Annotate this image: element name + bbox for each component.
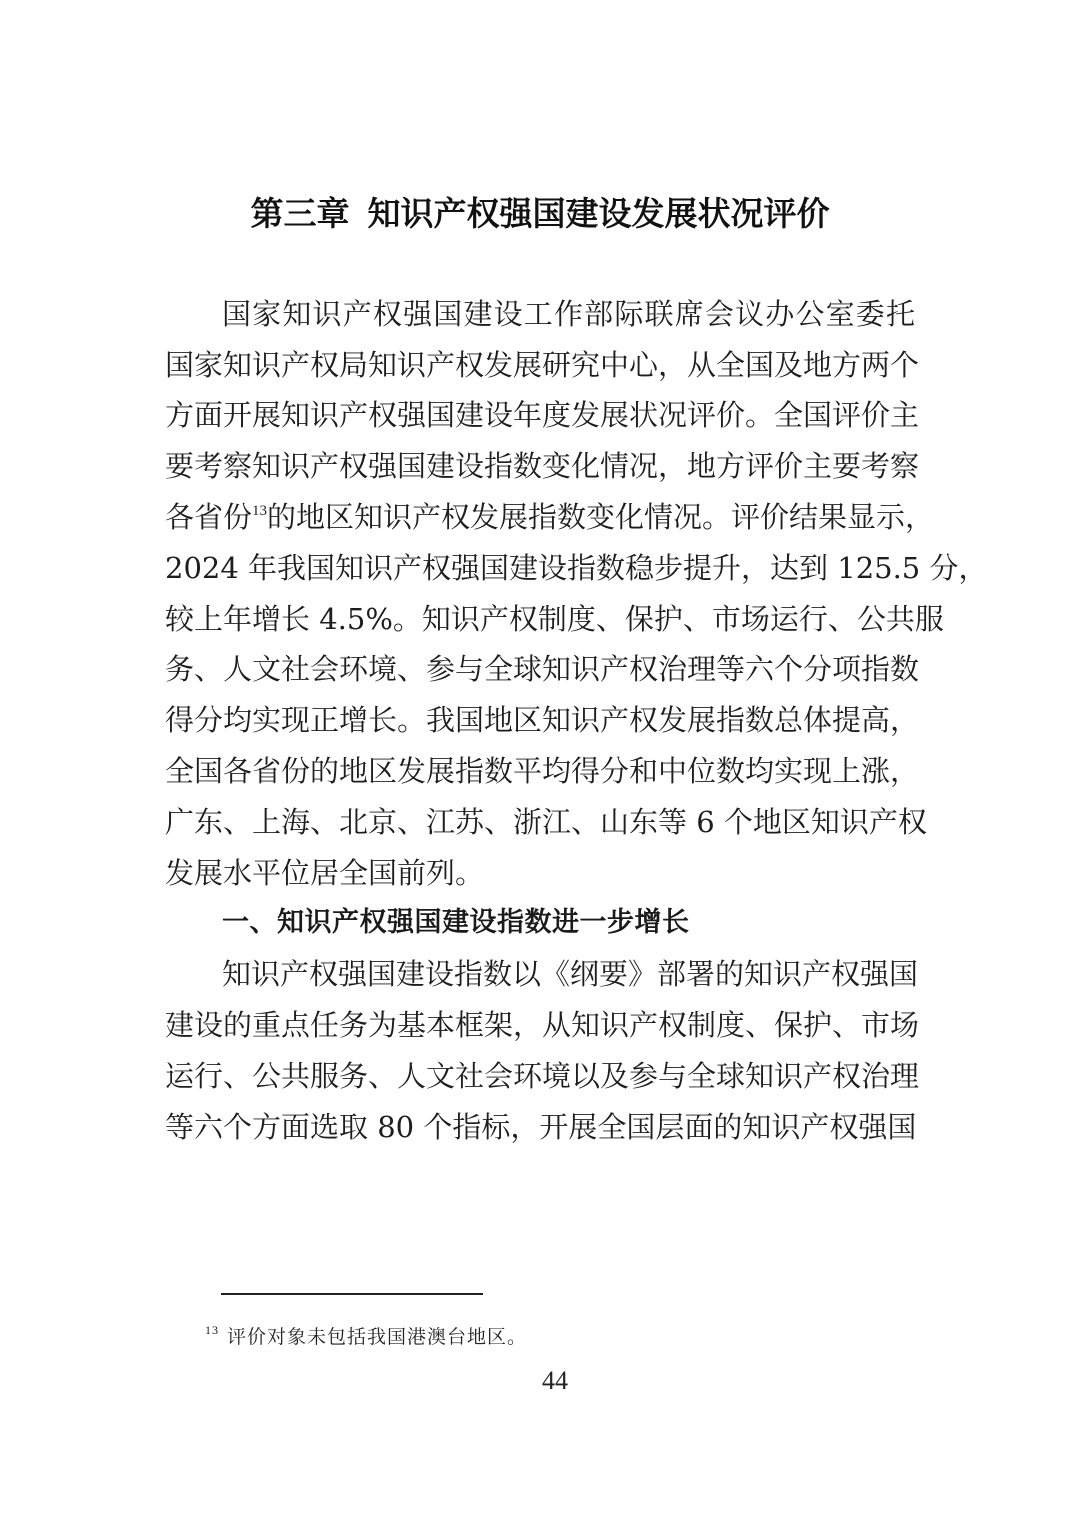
paragraph-line	[165, 500, 935, 534]
footnote-text: 评价对象未包括我国港澳台地区。	[227, 1326, 528, 1348]
paragraph-line: 国家知识产权局知识产权发展研究中心，从全国及地方两个	[165, 348, 920, 382]
section-heading: 一、知识产权强国建设指数进一步增长	[222, 907, 690, 938]
paragraph-line: 得分均实现正增长。我国地区知识产权发展指数总体提高，	[165, 703, 920, 737]
paragraph-line: 要考察知识产权强国建设指数变化情况，地方评价主要考察	[165, 449, 920, 483]
paragraph-line: 发展水平位居全国前列。	[165, 856, 485, 890]
page-number: 44	[542, 1366, 568, 1395]
paragraph-line: 全国各省份的地区发展指数平均得分和中位数均实现上涨，	[165, 754, 920, 788]
footnote-divider	[221, 1293, 483, 1295]
paragraph-text: 的地区知识产权发展指数变化情况。评价结果显示，	[267, 500, 935, 534]
paragraph-line: 运行、公共服务、人文社会环境以及参与全球知识产权治理	[165, 1059, 920, 1093]
paragraph-line: 建设的重点任务为基本框架，从知识产权制度、保护、市场	[165, 1008, 920, 1042]
paragraph-line: 广东、上海、北京、江苏、浙江、山东等 6 个地区知识产权	[165, 805, 927, 839]
paragraph-line: 2024 年我国知识产权强国建设指数稳步提升，达到 125.5 分，	[165, 551, 988, 585]
paragraph-line: 国家知识产权强国建设工作部际联席会议办公室委托	[222, 297, 915, 331]
footnote	[205, 1322, 527, 1349]
footnote-number: 13	[205, 1323, 219, 1337]
paragraph-text: 各省份	[165, 500, 253, 534]
chapter-number: 第三章	[250, 194, 350, 233]
paragraph-line: 方面开展知识产权强国建设年度发展状况评价。全国评价主	[165, 398, 920, 432]
paragraph-line: 等六个方面选取 80 个指标，开展全国层面的知识产权强国	[165, 1110, 917, 1144]
footnote-reference[interactable]: 13	[252, 503, 268, 519]
paragraph-line: 较上年增长 4.5%。知识产权制度、保护、市场运行、公共服	[165, 602, 944, 636]
chapter-title	[0, 188, 1080, 235]
paragraph-line: 务、人文社会环境、参与全球知识产权治理等六个分项指数	[165, 652, 920, 686]
paragraph-line: 知识产权强国建设指数以《纲要》部署的知识产权强国	[222, 957, 919, 991]
chapter-title-text: 知识产权强国建设发展状况评价	[367, 194, 830, 233]
